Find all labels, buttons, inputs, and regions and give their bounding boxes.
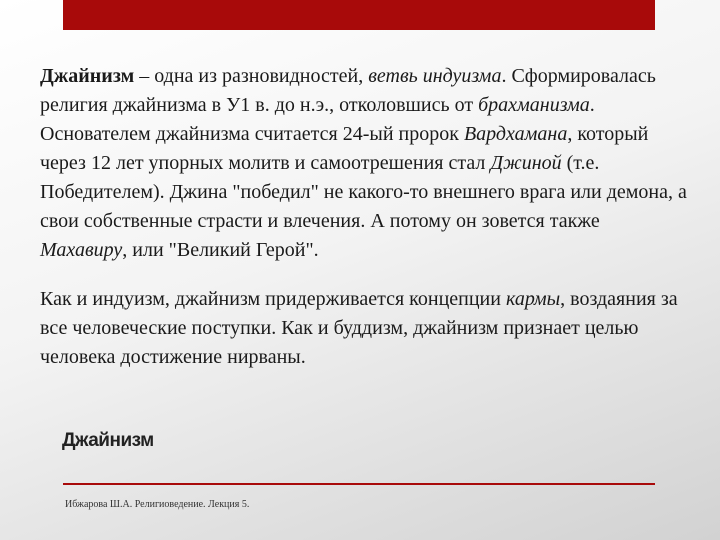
term-karma: кармы: [505, 288, 561, 310]
footer-divider: [63, 483, 655, 485]
term-mahavira: Махавиру: [40, 239, 123, 261]
term-vardhamana: Вардхамана: [463, 123, 568, 145]
paragraph-2: Как и индуизм, джайнизм придерживается концепции кармы, воздаяния за все человеческие поступки. Как и буддизм, джайнизм признает целью человека достижение нирваны.: [40, 288, 678, 368]
paragraph-1: Джайнизм – одна из разновидностей, ветвь индуизма. Сформировалась религия джайнизма в У1 в. до н.э., отколовшись от брахманизма. Основателем джайнизма считается 24-ый пророк Вардхамана, который через 12 лет упорных молитв и самоотрешения стал Джиной (т.е. Победителем). Джина "победил" не какого-то внешнего врага или демона, а свои собственные страсти и влечения. А потому он зовется также Махавиру, или "Великий Герой".: [40, 65, 687, 261]
term-brahmanism: брахманизма: [478, 94, 590, 116]
slide-title: Джайнизм: [62, 430, 154, 451]
footer-text: Ибжарова Ш.А. Религиоведение. Лекция 5.: [65, 499, 250, 510]
term-jina: Джиной: [490, 152, 562, 174]
term-hinduism-branch: ветвь индуизма: [368, 65, 502, 87]
term-jainism: Джайнизм: [40, 65, 135, 87]
slide-body: [40, 62, 690, 372]
top-accent-bar: [63, 0, 655, 30]
